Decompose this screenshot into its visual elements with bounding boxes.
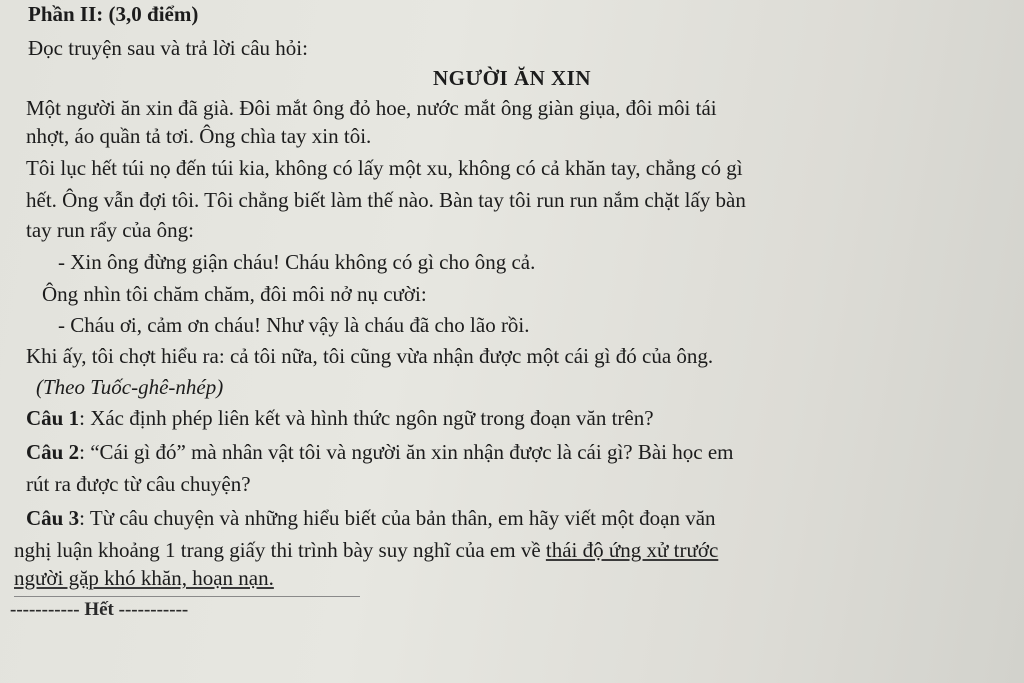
section-heading: Phần II: (3,0 điểm) [28,2,199,26]
question-3 [26,506,716,530]
question-1-text: : Xác định phép liên kết và hình thức ngôn ngữ trong đoạn văn trên? [79,406,654,430]
question-2-label: Câu 2 [26,440,80,464]
question-2-continued: rút ra được từ câu chuyện? [26,472,251,496]
story-line: Một người ăn xin đã già. Đôi mắt ông đỏ hoe, nước mắt ông giàn giụa, đôi môi tái [26,96,717,120]
question-3-text: : Từ câu chuyện và những hiểu biết của bản thân, em hãy viết một đoạn văn [79,506,716,530]
question-3-text-part: nghị luận khoảng 1 trang giấy thi trình bày suy nghĩ của em về [14,538,546,562]
story-title: NGƯỜI ĂN XIN [432,66,592,90]
dialogue-line: - Cháu ơi, cảm ơn cháu! Như vậy là cháu đã cho lão rồi. [58,313,530,337]
story-line: nhợt, áo quần tả tơi. Ông chìa tay xin tôi. [26,124,372,148]
instruction: Đọc truyện sau và trả lời câu hỏi: [28,36,308,60]
story-line: Tôi lục hết túi nọ đến túi kia, không có lấy một xu, không có cả khăn tay, chẳng có gì [26,156,743,180]
story-line: Khi ấy, tôi chợt hiểu ra: cả tôi nữa, tôi cũng vừa nhận được một cái gì đó của ông. [26,344,714,368]
question-2 [26,440,733,464]
story-line: tay run rẩy của ông: [26,218,194,242]
story-line: hết. Ông vẫn đợi tôi. Tôi chẳng biết làm thế nào. Bàn tay tôi run run nắm chặt lấy bàn [26,188,746,212]
question-2-text: : “Cái gì đó” mà nhân vật tôi và người ăn xin nhận được là cái gì? Bài học em [79,440,734,464]
story-source: (Theo Tuốc-ghê-nhép) [36,375,224,399]
question-1-label: Câu 1 [26,406,80,430]
question-3-last-line: người gặp khó khăn, hoạn nạn. [14,566,274,590]
question-3-continued [14,538,718,562]
story-line: Ông nhìn tôi chăm chăm, đôi môi nở nụ cười: [42,282,427,306]
question-1 [26,406,654,430]
dialogue-line: - Xin ông đừng giận cháu! Cháu không có gì cho ông cả. [58,250,536,274]
divider-line [14,596,360,597]
question-3-underlined-text: thái độ ứng xử trước [545,538,719,562]
question-3-label: Câu 3 [26,506,80,530]
footer-end-marker: ----------- Hết ----------- [10,599,189,620]
